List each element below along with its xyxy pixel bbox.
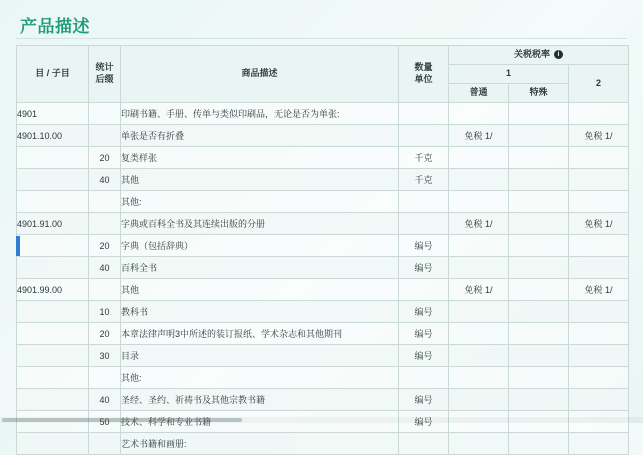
cell-description: 印刷书籍、手册、传单与类似印刷品，无论是否为单张: bbox=[121, 103, 399, 125]
col-header-group1: 1 bbox=[449, 65, 569, 84]
cell-unit bbox=[399, 125, 449, 147]
cell-rate-column2: 免税 1/ bbox=[569, 125, 629, 147]
cell-description: 圣经、圣约、祈祷书及其他宗教书籍 bbox=[121, 389, 399, 411]
cell-stat-suffix bbox=[89, 103, 121, 125]
cell-description: 技术、科学和专业书籍 bbox=[121, 411, 399, 433]
cell-rate-special bbox=[509, 169, 569, 191]
cell-rate-column2 bbox=[569, 389, 629, 411]
cell-stat-suffix: 20 bbox=[89, 235, 121, 257]
cell-rate-column2 bbox=[569, 147, 629, 169]
cell-unit: 编号 bbox=[399, 411, 449, 433]
col-header-unit-line1: 数量 bbox=[414, 62, 433, 73]
cell-code bbox=[17, 257, 89, 279]
horizontal-scrollbar[interactable] bbox=[0, 417, 643, 423]
table-row[interactable] bbox=[17, 125, 629, 147]
cell-rate-special bbox=[509, 213, 569, 235]
table-header bbox=[17, 46, 629, 103]
table-row[interactable] bbox=[17, 103, 629, 125]
cell-stat-suffix: 30 bbox=[89, 345, 121, 367]
title-divider bbox=[16, 38, 627, 39]
cell-stat-suffix: 40 bbox=[89, 389, 121, 411]
cell-stat-suffix: 20 bbox=[89, 147, 121, 169]
cell-stat-suffix bbox=[89, 191, 121, 213]
cell-rate-general bbox=[449, 345, 509, 367]
cell-rate-special bbox=[509, 103, 569, 125]
cell-rate-special bbox=[509, 257, 569, 279]
cell-rate-special bbox=[509, 147, 569, 169]
scrollbar-thumb[interactable] bbox=[2, 418, 242, 422]
cell-description: 其他 bbox=[121, 169, 399, 191]
col-header-description: 商品描述 bbox=[121, 46, 399, 103]
cell-code bbox=[17, 147, 89, 169]
col-header-stat-line2: 后缀 bbox=[95, 74, 114, 84]
col-header-general: 普通 bbox=[449, 84, 509, 103]
cell-rate-general bbox=[449, 367, 509, 389]
cell-rate-column2: 免税 1/ bbox=[569, 279, 629, 301]
cell-rate-special bbox=[509, 125, 569, 147]
cell-rate-column2 bbox=[569, 235, 629, 257]
cell-unit: 编号 bbox=[399, 257, 449, 279]
info-icon[interactable]: i bbox=[554, 50, 563, 59]
tariff-table-wrapper bbox=[16, 45, 628, 455]
cell-code bbox=[17, 345, 89, 367]
table-row[interactable] bbox=[17, 345, 629, 367]
cell-rate-general bbox=[449, 433, 509, 455]
cell-code: 4901.91.00 bbox=[17, 213, 89, 235]
cell-unit: 千克 bbox=[399, 147, 449, 169]
col-header-special: 特殊 bbox=[509, 84, 569, 103]
cell-description: 其他: bbox=[121, 367, 399, 389]
cell-rate-column2 bbox=[569, 169, 629, 191]
cell-rate-column2 bbox=[569, 301, 629, 323]
cell-rate-general: 免税 1/ bbox=[449, 213, 509, 235]
cell-rate-special bbox=[509, 301, 569, 323]
cell-rate-special bbox=[509, 279, 569, 301]
cell-description: 目录 bbox=[121, 345, 399, 367]
cell-unit: 编号 bbox=[399, 301, 449, 323]
cell-stat-suffix: 10 bbox=[89, 301, 121, 323]
cell-description: 复类样张 bbox=[121, 147, 399, 169]
cell-stat-suffix: 50 bbox=[89, 411, 121, 433]
col-header-stat bbox=[89, 46, 121, 103]
cell-rate-general bbox=[449, 191, 509, 213]
table-row[interactable] bbox=[17, 433, 629, 455]
cell-unit bbox=[399, 213, 449, 235]
cell-rate-special bbox=[509, 433, 569, 455]
cell-rate-general bbox=[449, 103, 509, 125]
cell-stat-suffix bbox=[89, 433, 121, 455]
cell-unit: 编号 bbox=[399, 235, 449, 257]
cell-rate-special bbox=[509, 345, 569, 367]
cell-rate-general bbox=[449, 323, 509, 345]
cell-stat-suffix bbox=[89, 279, 121, 301]
cell-stat-suffix bbox=[89, 125, 121, 147]
cell-code: 4901.10.00 bbox=[17, 125, 89, 147]
cell-rate-general bbox=[449, 257, 509, 279]
cell-code bbox=[17, 301, 89, 323]
cell-rate-general bbox=[449, 147, 509, 169]
cell-rate-general bbox=[449, 169, 509, 191]
cell-description: 其他 bbox=[121, 279, 399, 301]
col-header-group2: 2 bbox=[569, 65, 629, 103]
cell-rate-special bbox=[509, 235, 569, 257]
cell-description: 字典或百科全书及其连续出版的分册 bbox=[121, 213, 399, 235]
cell-code bbox=[17, 367, 89, 389]
cell-code: 4901 bbox=[17, 103, 89, 125]
cell-rate-special bbox=[509, 323, 569, 345]
table-row[interactable] bbox=[17, 191, 629, 213]
col-header-unit bbox=[399, 46, 449, 103]
col-header-unit-line2: 单位 bbox=[414, 74, 433, 84]
page-title: 产品描述 bbox=[20, 17, 90, 36]
table-row[interactable] bbox=[17, 213, 629, 235]
cell-rate-column2 bbox=[569, 367, 629, 389]
cell-stat-suffix: 40 bbox=[89, 257, 121, 279]
cell-description: 本章法律声明3中所述的装订报纸、学术杂志和其他期刊 bbox=[121, 323, 399, 345]
cell-unit: 编号 bbox=[399, 323, 449, 345]
cell-rate-column2 bbox=[569, 323, 629, 345]
cell-rate-general bbox=[449, 389, 509, 411]
cell-unit: 编号 bbox=[399, 345, 449, 367]
cell-rate-special bbox=[509, 389, 569, 411]
table-body bbox=[17, 103, 629, 455]
cell-code bbox=[17, 191, 89, 213]
cell-rate-general bbox=[449, 235, 509, 257]
table-row[interactable] bbox=[17, 301, 629, 323]
table-row[interactable] bbox=[17, 235, 629, 257]
cell-description: 艺术书籍和画册: bbox=[121, 433, 399, 455]
table-row[interactable] bbox=[17, 147, 629, 169]
table-row[interactable] bbox=[17, 279, 629, 301]
cell-unit bbox=[399, 191, 449, 213]
col-header-code: 目 / 子目 bbox=[17, 46, 89, 103]
table-row[interactable] bbox=[17, 169, 629, 191]
cell-unit bbox=[399, 103, 449, 125]
cell-stat-suffix: 40 bbox=[89, 169, 121, 191]
table-row[interactable] bbox=[17, 389, 629, 411]
col-header-duty-rates bbox=[449, 46, 629, 65]
cell-rate-special bbox=[509, 367, 569, 389]
table-row[interactable] bbox=[17, 323, 629, 345]
cell-rate-column2: 免税 1/ bbox=[569, 213, 629, 235]
cell-description: 单张是否有折叠 bbox=[121, 125, 399, 147]
col-header-stat-line1: 统计 bbox=[95, 62, 114, 73]
table-row[interactable] bbox=[17, 367, 629, 389]
cell-code: 4901.99.00 bbox=[17, 279, 89, 301]
cell-code bbox=[17, 235, 89, 257]
cell-unit bbox=[399, 433, 449, 455]
duty-rates-label: 关税税率 bbox=[513, 49, 550, 60]
cell-code bbox=[17, 323, 89, 345]
cell-description: 其他: bbox=[121, 191, 399, 213]
cell-stat-suffix bbox=[89, 213, 121, 235]
cell-unit bbox=[399, 279, 449, 301]
cell-rate-column2 bbox=[569, 345, 629, 367]
cell-description: 教科书 bbox=[121, 301, 399, 323]
tariff-table bbox=[16, 45, 629, 455]
cell-code bbox=[17, 389, 89, 411]
cell-rate-special bbox=[509, 191, 569, 213]
cell-code bbox=[17, 433, 89, 455]
cell-unit: 编号 bbox=[399, 389, 449, 411]
cell-stat-suffix: 20 bbox=[89, 323, 121, 345]
cell-rate-column2 bbox=[569, 433, 629, 455]
cell-rate-column2 bbox=[569, 103, 629, 125]
table-row[interactable] bbox=[17, 257, 629, 279]
cell-rate-column2 bbox=[569, 257, 629, 279]
cell-description: 字典（包括辞典） bbox=[121, 235, 399, 257]
selected-row-marker bbox=[16, 236, 20, 256]
cell-rate-general: 免税 1/ bbox=[449, 279, 509, 301]
cell-rate-column2 bbox=[569, 191, 629, 213]
cell-description: 百科全书 bbox=[121, 257, 399, 279]
cell-rate-general: 免税 1/ bbox=[449, 125, 509, 147]
cell-unit: 千克 bbox=[399, 169, 449, 191]
cell-stat-suffix bbox=[89, 367, 121, 389]
cell-code bbox=[17, 169, 89, 191]
cell-unit bbox=[399, 367, 449, 389]
cell-rate-general bbox=[449, 301, 509, 323]
